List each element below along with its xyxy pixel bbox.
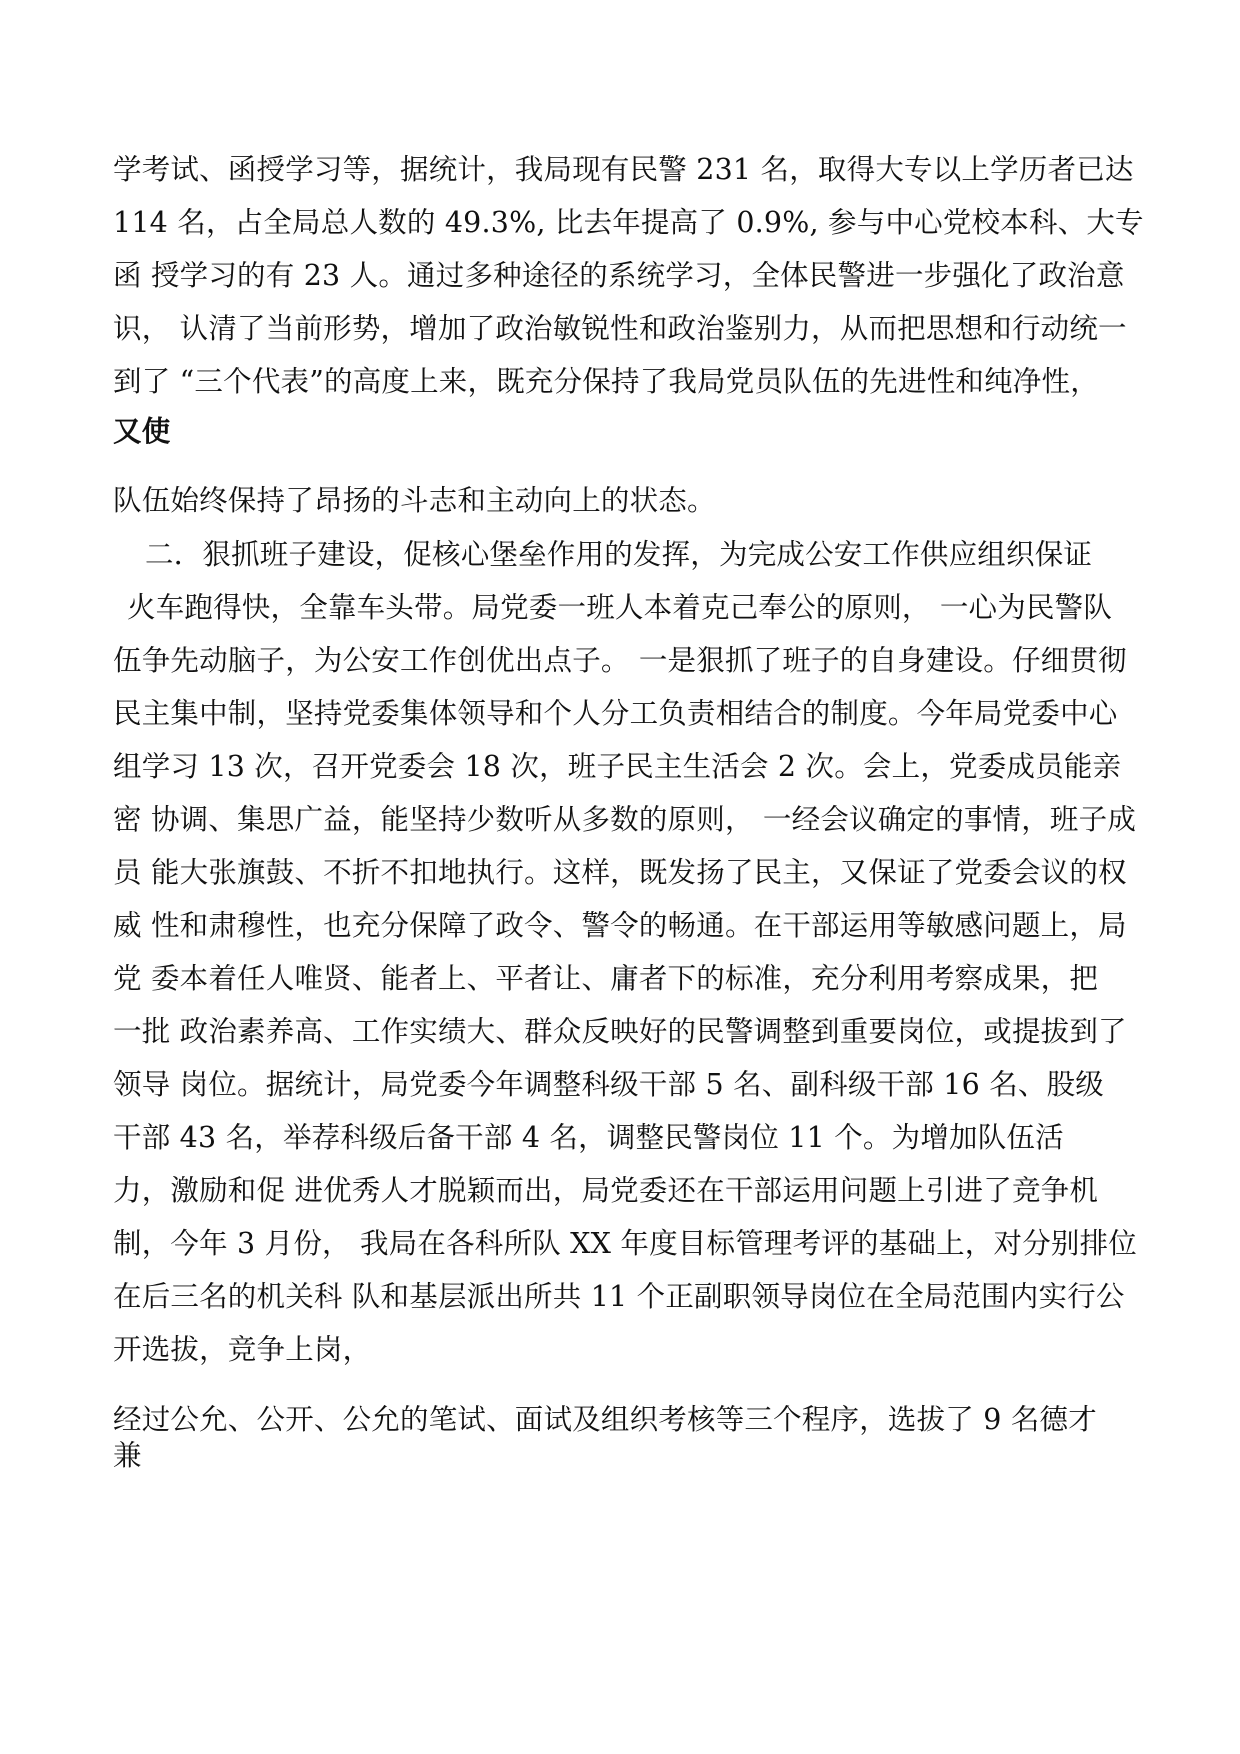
text-line: 学考试、函授学习等，据统计，我局现有民警 231 名，取得大专以上学历者已达 (113, 153, 1134, 186)
text-line: 密 协调、集思广益，能坚持少数听从多数的原则， 一经会议确定的事情，班子成 (113, 803, 1137, 836)
text-line: 兼 (113, 1439, 142, 1472)
text-line: 制，今年 3 月份， 我局在各科所队 XX 年度目标管理考评的基础上，对分别排位 (113, 1227, 1138, 1260)
text-line: 领导 岗位。据统计，局党委今年调整科级干部 5 名、副科级干部 16 名、股级 (113, 1068, 1104, 1101)
text-line: 员 能大张旗鼓、不折不扣地执行。这样，既发扬了民主，又保证了党委会议的权 (113, 856, 1127, 889)
text-line: 函 授学习的有 23 人。通过多种途径的系统学习，全体民警进一步强化了政治意 (113, 259, 1125, 292)
text-line: 114 名，占全局总人数的 49.3%, 比去年提高了 0.9%, 参与中心党校本科、大专 (113, 206, 1144, 239)
text-line: 在后三名的机关科 队和基层派出所共 11 个正副职领导岗位在全局范围内实行公 (113, 1280, 1125, 1313)
text-line: 伍争先动脑子，为公安工作创优出点子。 一是狠抓了班子的自身建设。仔细贯彻 (113, 644, 1127, 677)
text-line: 又使 (113, 414, 171, 448)
text-line: 威 性和肃穆性，也充分保障了政令、警令的畅通。在干部运用等敏感问题上，局 (113, 909, 1127, 942)
text-line: 到了 “三个代表”的高度上来，既充分保持了我局党员队伍的先进性和纯净性， (113, 365, 1099, 398)
text-line: 力，激励和促 进优秀人才脱颖而出，局党委还在干部运用问题上引进了竞争机 (113, 1174, 1099, 1207)
text-line: 组学习 13 次，召开党委会 18 次，班子民主生活会 2 次。会上，党委成员能亲 (113, 750, 1122, 783)
text-line: 党 委本着任人唯贤、能者上、平者让、庸者下的标准，充分利用考察成果，把 (113, 962, 1099, 995)
section-heading: 二．狠抓班子建设，促核心堡垒作用的发挥，为完成公安工作供应组织保证 (145, 538, 1093, 571)
text-line: 队伍始终保持了昂扬的斗志和主动向上的状态。 (113, 484, 716, 517)
text-line: 识， 认清了当前形势，增加了政治敏锐性和政治鉴别力，从而把思想和行动统一 (113, 312, 1127, 345)
text-line: 火车跑得快，全靠车头带。局党委一班人本着克己奉公的原则， 一心为民警队 (127, 591, 1113, 624)
text-line: 干部 43 名，举荐科级后备干部 4 名，调整民警岗位 11 个。为增加队伍活 (113, 1121, 1064, 1154)
text-line: 民主集中制，坚持党委集体领导和个人分工负责相结合的制度。今年局党委中心 (113, 697, 1118, 730)
text-line: 一批 政治素养高、工作实绩大、群众反映好的民警调整到重要岗位，或提拔到了 (113, 1015, 1127, 1048)
text-line: 开选拔，竞争上岗， (113, 1333, 372, 1366)
text-line: 经过公允、公开、公允的笔试、面试及组织考核等三个程序，选拔了 9 名德才 (113, 1403, 1097, 1436)
